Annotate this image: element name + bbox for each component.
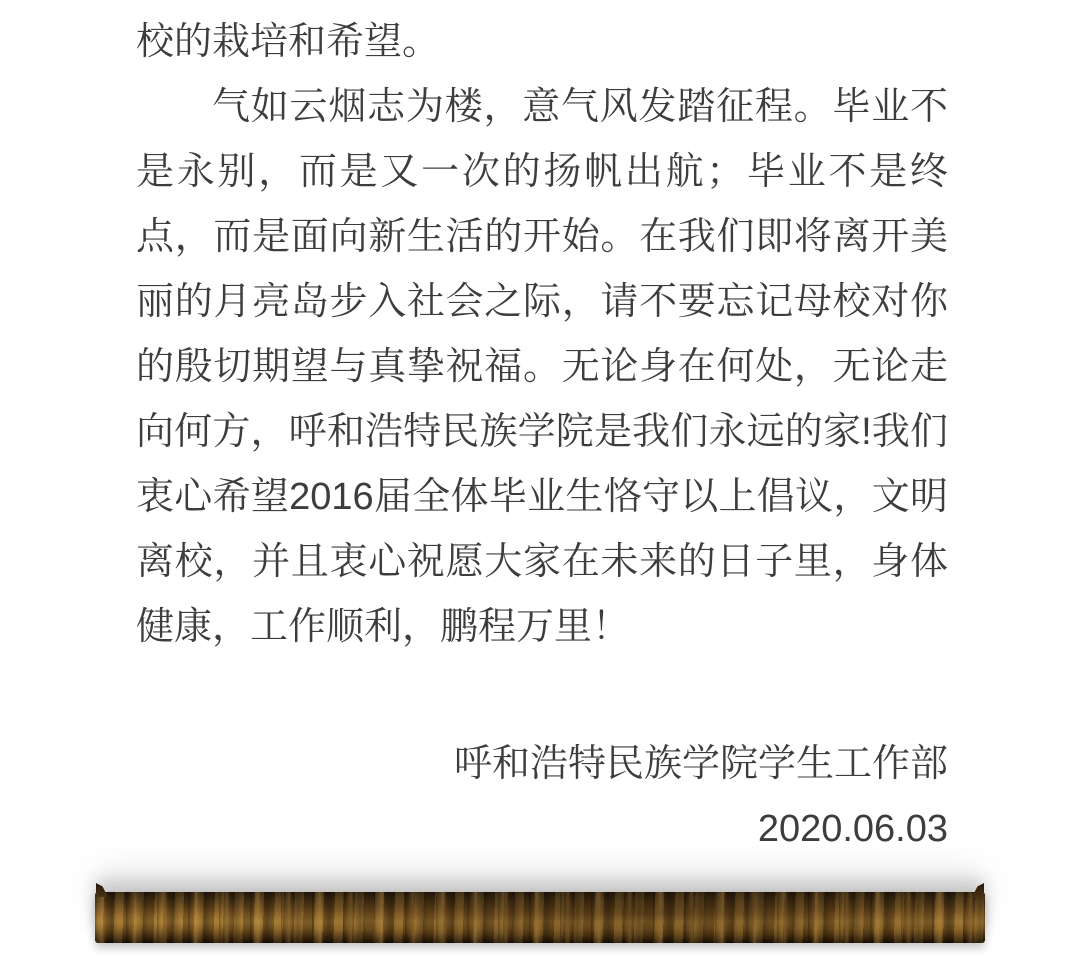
paragraph-fragment: 校的栽培和希望。 — [136, 21, 441, 63]
roller-right-notch — [972, 883, 984, 897]
main-paragraph: 气如云烟志为楼，意气风发踏征程。毕业不是永别，而是又一次的扬帆出航；毕业不是终点，而是面向新生活的开始。在我们即将离开美丽的月亮岛步入社会之际，请不要忘记母校对你的殷切期望与真挚祝福。无论身在何处，无论走向何方，呼和浩特民族学院是我们永远的家!我们衷心希望2016届全体毕业生恪守以上倡议，文明离校，并且衷心祝愿大家在未来的日子里，身体健康，工作顺利，鹏程万里！ — [136, 86, 948, 648]
roller-left-notch — [96, 883, 108, 897]
wooden-scroll-roller-image — [95, 892, 985, 943]
signature-line: 呼和浩特民族学院学生工作部 — [453, 743, 948, 785]
date-line: 2020.06.03 — [757, 808, 948, 850]
article-body — [136, 10, 948, 862]
